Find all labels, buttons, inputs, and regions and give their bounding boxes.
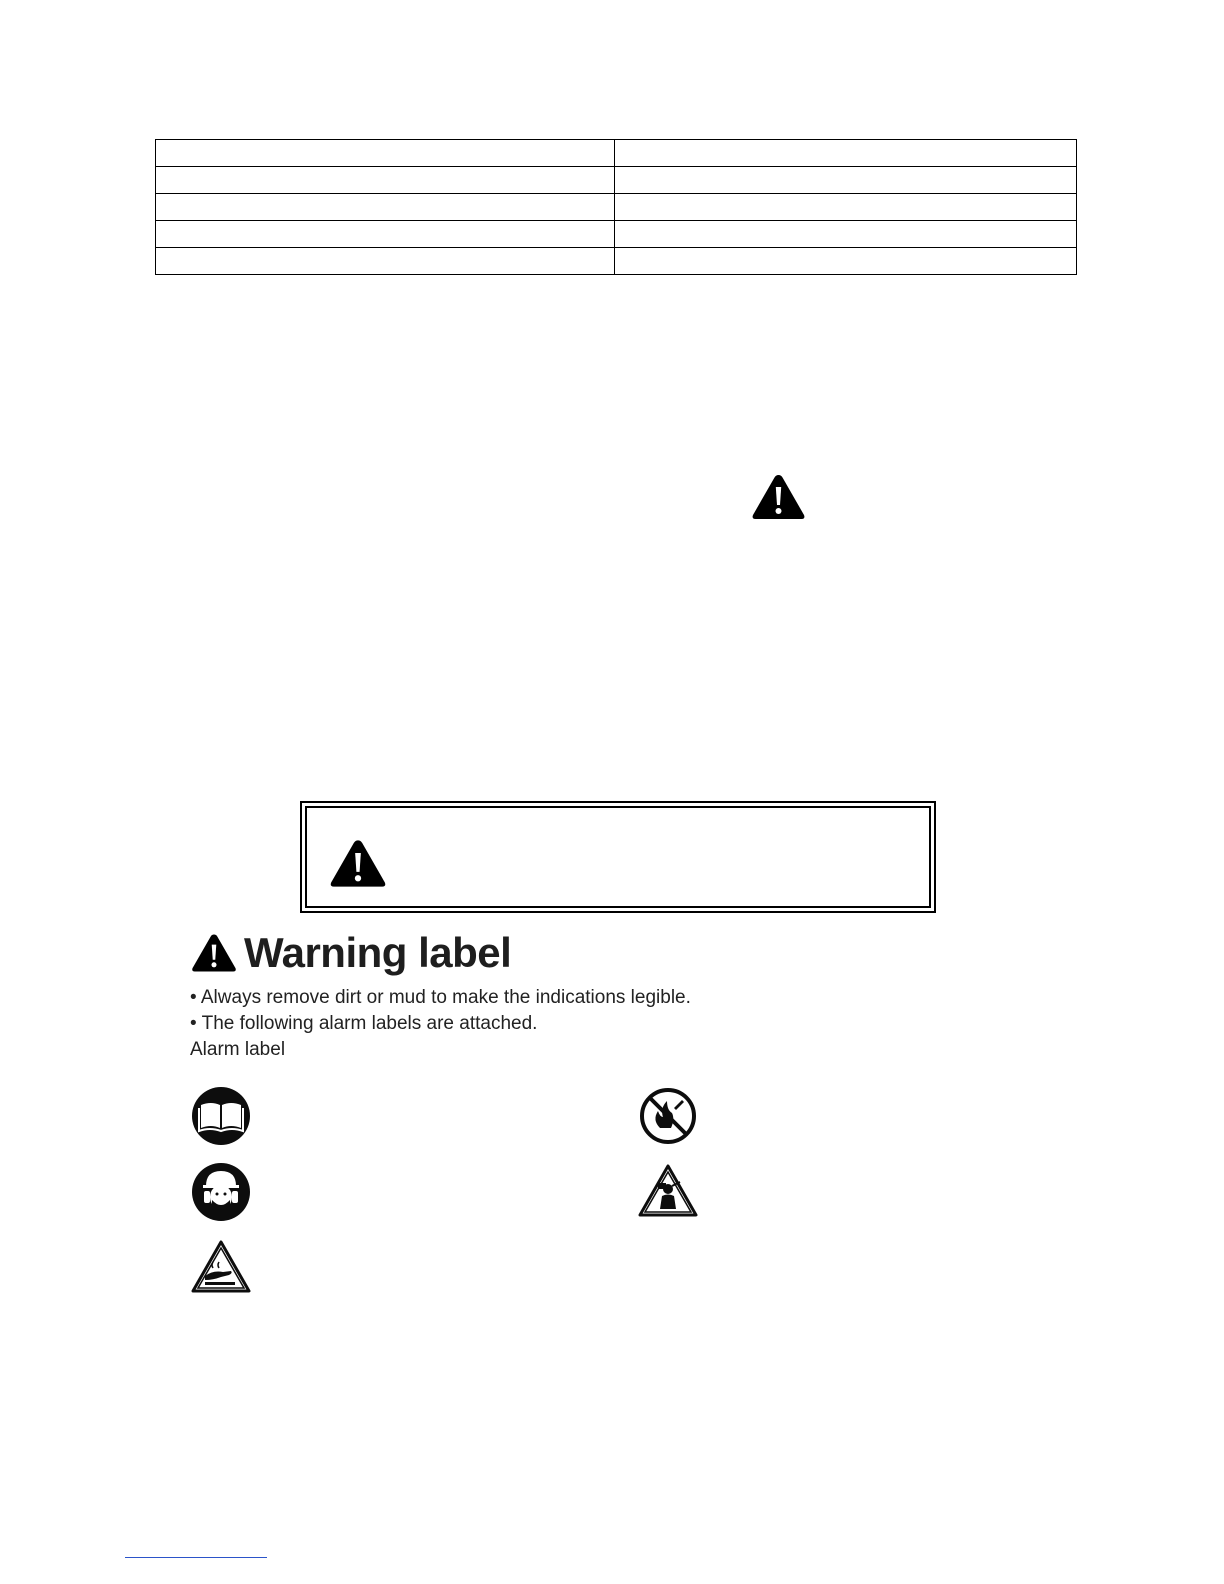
footer-divider (125, 1557, 267, 1558)
bullet-text: • The following alarm labels are attached. (190, 1013, 538, 1034)
alarm-label-subheading: Alarm label (190, 1039, 286, 1060)
table-row (156, 167, 1077, 194)
flying-objects-warning-icon (638, 1164, 698, 1218)
table-cell (156, 194, 615, 221)
hot-surface-warning-icon (191, 1240, 251, 1294)
warning-triangle-icon (190, 931, 238, 975)
table-row (156, 194, 1077, 221)
table-cell (156, 221, 615, 248)
caution-box (300, 801, 936, 913)
bullet-text: • Always remove dirt or mud to make the indications legible. (190, 987, 691, 1008)
wear-helmet-ear-protection-icon (191, 1162, 251, 1222)
warning-label-heading (190, 928, 511, 978)
spec-table (155, 139, 1077, 275)
read-manual-icon (191, 1086, 251, 1146)
warning-triangle-icon (750, 472, 807, 522)
table-row (156, 248, 1077, 275)
table-cell (615, 194, 1077, 221)
table-row (156, 221, 1077, 248)
table-cell (615, 167, 1077, 194)
table-cell (615, 140, 1077, 167)
table-row (156, 140, 1077, 167)
table-cell (615, 221, 1077, 248)
no-open-flame-icon (638, 1086, 698, 1146)
page-title: Warning label (244, 929, 512, 976)
table-cell (156, 140, 615, 167)
table-cell (156, 167, 615, 194)
table-cell (156, 248, 615, 275)
warning-triangle-icon (328, 836, 388, 891)
table-cell (615, 248, 1077, 275)
